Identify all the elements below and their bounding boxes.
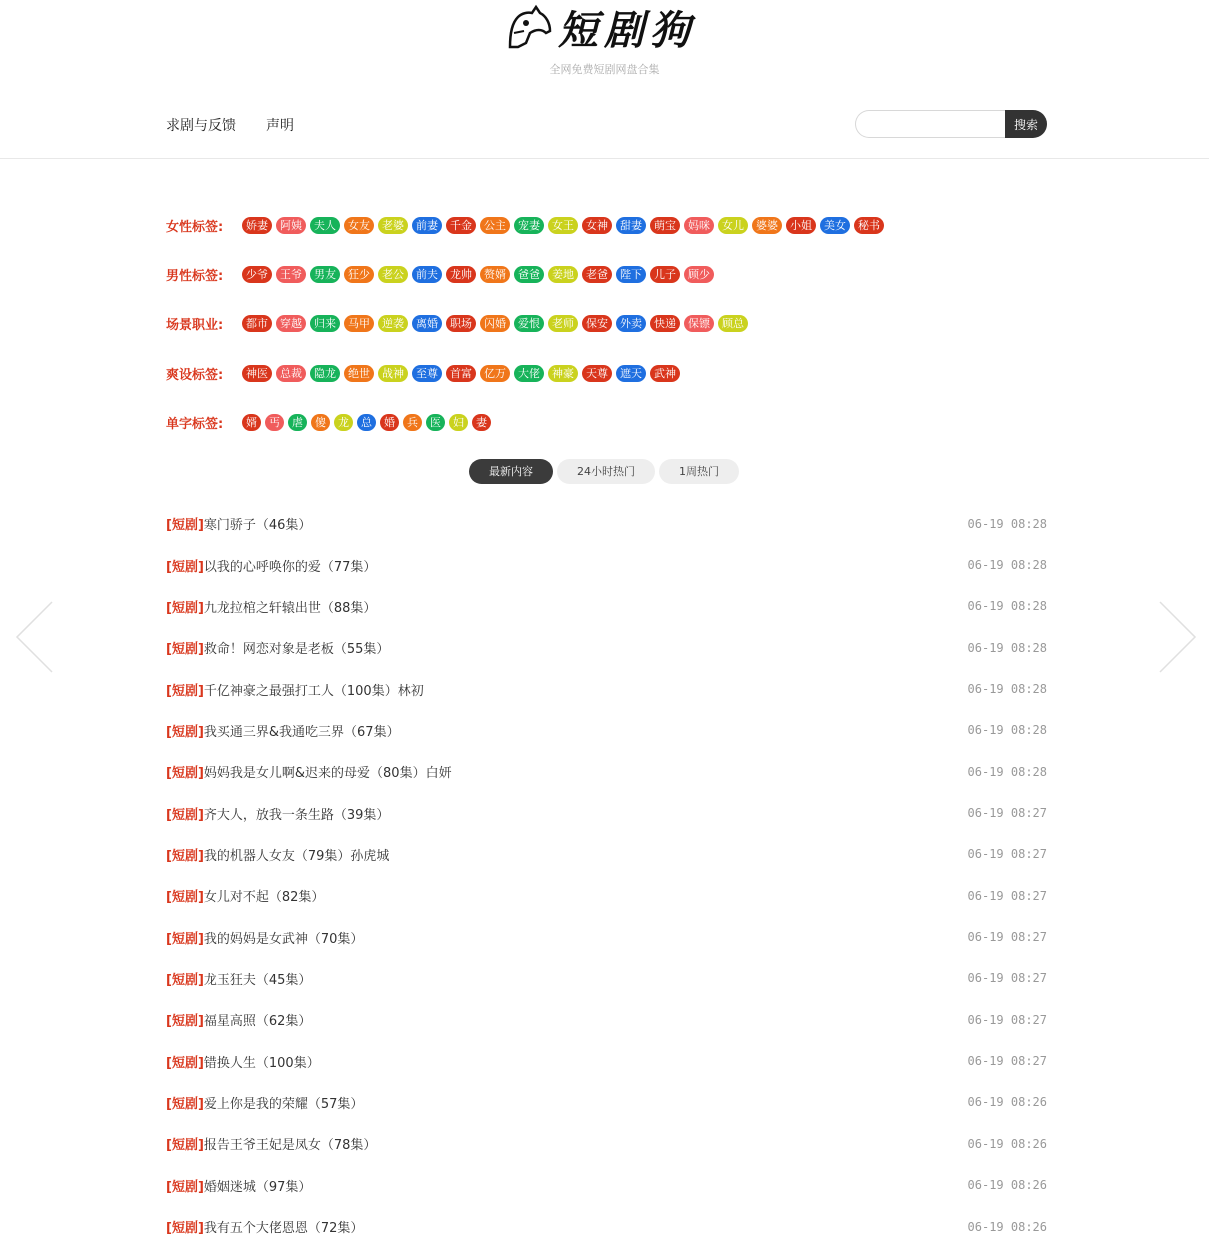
item-title: 寒门骄子（46集） bbox=[203, 518, 312, 534]
item-title-link[interactable] bbox=[166, 1176, 311, 1195]
tag-chip[interactable]: 妇 bbox=[449, 414, 468, 431]
prev-arrow-icon[interactable] bbox=[14, 600, 54, 674]
tag-chip[interactable]: 夫人 bbox=[310, 217, 340, 234]
tag-chip[interactable]: 婆婆 bbox=[752, 217, 782, 234]
tag-chip[interactable]: 顾总 bbox=[718, 315, 748, 332]
tag-chip[interactable]: 亿万 bbox=[480, 365, 510, 382]
tag-chip[interactable]: 秘书 bbox=[854, 217, 884, 234]
item-category-prefix: [短剧] bbox=[166, 807, 204, 823]
tag-chip[interactable]: 穿越 bbox=[276, 315, 306, 332]
item-title-link[interactable] bbox=[166, 845, 389, 864]
tag-group-label: 场景职业: bbox=[166, 318, 224, 333]
tag-chip[interactable]: 宠妻 bbox=[514, 217, 544, 234]
item-category-prefix: [短剧] bbox=[166, 724, 204, 740]
tag-chip[interactable]: 老爸 bbox=[582, 266, 612, 283]
tag-chip[interactable]: 妻 bbox=[472, 414, 491, 431]
tag-chip[interactable]: 前夫 bbox=[412, 266, 442, 283]
item-time: 06-19 08:27 bbox=[967, 847, 1047, 862]
tag-group-label: 女性标签: bbox=[166, 220, 224, 235]
tag-chip[interactable]: 都市 bbox=[242, 315, 272, 332]
tag-chip[interactable]: 天尊 bbox=[582, 365, 612, 382]
list-item bbox=[166, 875, 1047, 916]
item-title: 我买通三界&我通吃三界（67集） bbox=[203, 724, 400, 740]
search-input[interactable] bbox=[855, 110, 1005, 138]
list-item bbox=[166, 503, 1047, 544]
item-category-prefix: [短剧] bbox=[166, 683, 204, 699]
item-category-prefix: [短剧] bbox=[166, 642, 204, 658]
tag-chip[interactable]: 陛下 bbox=[616, 266, 646, 283]
list-item bbox=[166, 1206, 1047, 1242]
item-time: 06-19 08:28 bbox=[967, 723, 1047, 738]
tag-chip[interactable]: 娇妻 bbox=[242, 217, 272, 234]
nav-statement[interactable]: 声明 bbox=[266, 118, 294, 134]
item-title-link[interactable] bbox=[166, 514, 311, 533]
tag-chip[interactable]: 女王 bbox=[548, 217, 578, 234]
item-title: 妈妈我是女儿啊&迟来的母爱（80集）白妍 bbox=[203, 766, 452, 782]
item-time: 06-19 08:28 bbox=[967, 516, 1047, 531]
item-title: 救命！网恋对象是老板（55集） bbox=[203, 642, 390, 658]
tab-week-hot[interactable]: 1周热门 bbox=[659, 459, 739, 484]
tag-chip[interactable]: 小姐 bbox=[786, 217, 816, 234]
item-title-link[interactable] bbox=[166, 680, 424, 699]
item-time: 06-19 08:28 bbox=[967, 682, 1047, 697]
item-category-prefix: [短剧] bbox=[166, 1014, 204, 1030]
item-category-prefix: [短剧] bbox=[166, 890, 204, 906]
item-title-link[interactable] bbox=[166, 886, 324, 905]
item-category-prefix: [短剧] bbox=[166, 972, 204, 988]
item-time: 06-19 08:28 bbox=[967, 640, 1047, 655]
tag-chip[interactable]: 爸爸 bbox=[514, 266, 544, 283]
list-item bbox=[166, 751, 1047, 792]
item-title-link[interactable] bbox=[166, 556, 376, 575]
search-bar bbox=[855, 110, 1047, 138]
item-time: 06-19 08:27 bbox=[967, 1054, 1047, 1069]
item-category-prefix: [短剧] bbox=[166, 559, 204, 575]
tag-chip[interactable]: 遮天 bbox=[616, 365, 646, 382]
tag-group-label: 男性标签: bbox=[166, 269, 224, 284]
item-category-prefix: [短剧] bbox=[166, 1096, 204, 1112]
tab-latest[interactable]: 最新内容 bbox=[469, 459, 553, 484]
item-time: 06-19 08:27 bbox=[967, 971, 1047, 986]
item-time: 06-19 08:27 bbox=[967, 1012, 1047, 1027]
tag-chip[interactable]: 保安 bbox=[582, 315, 612, 332]
item-title-link[interactable] bbox=[166, 1134, 376, 1153]
item-title: 我的机器人女友（79集）孙虎城 bbox=[203, 848, 390, 864]
item-category-prefix: [短剧] bbox=[166, 848, 204, 864]
tag-chip[interactable]: 外卖 bbox=[616, 315, 646, 332]
tag-chip[interactable]: 爱恨 bbox=[514, 315, 544, 332]
tag-chip[interactable]: 老公 bbox=[378, 266, 408, 283]
tag-chip[interactable]: 保镖 bbox=[684, 315, 714, 332]
item-title-link[interactable] bbox=[166, 804, 389, 823]
tag-chip[interactable]: 兵 bbox=[403, 414, 422, 431]
tab-24h-hot[interactable]: 24小时热门 bbox=[557, 459, 655, 484]
list-item bbox=[166, 792, 1047, 833]
tag-chip[interactable]: 婿 bbox=[242, 414, 261, 431]
item-time: 06-19 08:27 bbox=[967, 888, 1047, 903]
next-arrow-icon[interactable] bbox=[1158, 600, 1198, 674]
tag-chip[interactable]: 女神 bbox=[582, 217, 612, 234]
item-title: 以我的心呼唤你的爱（77集） bbox=[203, 559, 377, 575]
tag-chip[interactable]: 老师 bbox=[548, 315, 578, 332]
list-item bbox=[166, 627, 1047, 668]
item-time: 06-19 08:28 bbox=[967, 558, 1047, 573]
item-category-prefix: [短剧] bbox=[166, 766, 204, 782]
list-item bbox=[166, 999, 1047, 1040]
tag-chip[interactable]: 快递 bbox=[650, 315, 680, 332]
tag-chip[interactable]: 龙帅 bbox=[446, 266, 476, 283]
tag-chip[interactable]: 男友 bbox=[310, 266, 340, 283]
tag-chip[interactable]: 首富 bbox=[446, 365, 476, 382]
item-title-link[interactable] bbox=[166, 721, 400, 740]
tag-chip[interactable]: 马甲 bbox=[344, 315, 374, 332]
tag-chip[interactable]: 神医 bbox=[242, 365, 272, 382]
tag-chip[interactable]: 战神 bbox=[378, 365, 408, 382]
tag-chip[interactable]: 千金 bbox=[446, 217, 476, 234]
tag-row bbox=[166, 413, 495, 432]
item-time: 06-19 08:28 bbox=[967, 599, 1047, 614]
item-title: 报告王爷王妃是凤女（78集） bbox=[203, 1138, 377, 1154]
tag-group-label: 单字标签: bbox=[166, 417, 224, 432]
item-category-prefix: [短剧] bbox=[166, 1055, 204, 1071]
list-item bbox=[166, 1040, 1047, 1081]
item-time: 06-19 08:28 bbox=[967, 764, 1047, 779]
item-title: 龙玉狂夫（45集） bbox=[203, 972, 312, 988]
item-title-link[interactable] bbox=[166, 1010, 311, 1029]
list-item bbox=[166, 668, 1047, 709]
item-time: 06-19 08:26 bbox=[967, 1095, 1047, 1110]
item-title-link[interactable] bbox=[166, 1052, 320, 1071]
tag-row bbox=[166, 216, 888, 235]
drama-list bbox=[166, 503, 1047, 1242]
list-item bbox=[166, 1165, 1047, 1206]
item-category-prefix: [短剧] bbox=[166, 1179, 204, 1195]
dog-logo-icon bbox=[506, 3, 554, 51]
item-title-link[interactable] bbox=[166, 969, 311, 988]
item-title-link[interactable] bbox=[166, 597, 376, 616]
item-title: 福星高照（62集） bbox=[203, 1014, 312, 1030]
tag-group-label: 爽设标签: bbox=[166, 368, 224, 383]
tag-chip[interactable]: 女儿 bbox=[718, 217, 748, 234]
tag-chip[interactable]: 虐 bbox=[288, 414, 307, 431]
tag-chip[interactable]: 神豪 bbox=[548, 365, 578, 382]
item-title-link[interactable] bbox=[166, 638, 389, 657]
tag-chip[interactable]: 狂少 bbox=[344, 266, 374, 283]
tag-chip[interactable]: 武神 bbox=[650, 365, 680, 382]
tag-chip[interactable]: 归来 bbox=[310, 315, 340, 332]
item-title: 爱上你是我的荣耀（57集） bbox=[203, 1096, 364, 1112]
tag-chip[interactable]: 顾少 bbox=[684, 266, 714, 283]
item-title: 女儿对不起（82集） bbox=[203, 890, 325, 906]
tag-chip[interactable]: 大佬 bbox=[514, 365, 544, 382]
tag-chip[interactable]: 职场 bbox=[446, 315, 476, 332]
tag-chip[interactable]: 总裁 bbox=[276, 365, 306, 382]
item-title-link[interactable] bbox=[166, 762, 452, 781]
item-title: 齐大人，放我一条生路（39集） bbox=[203, 807, 390, 823]
tag-chip[interactable]: 前妻 bbox=[412, 217, 442, 234]
list-item bbox=[166, 544, 1047, 585]
tag-chip[interactable]: 美女 bbox=[820, 217, 850, 234]
item-title: 千亿神豪之最强打工人（100集）林初 bbox=[203, 683, 424, 699]
item-title: 错换人生（100集） bbox=[203, 1055, 320, 1071]
tag-chip[interactable]: 王爷 bbox=[276, 266, 306, 283]
item-time: 06-19 08:27 bbox=[967, 930, 1047, 945]
item-title: 婚姻迷城（97集） bbox=[203, 1179, 312, 1195]
item-time: 06-19 08:27 bbox=[967, 806, 1047, 821]
list-item bbox=[166, 1082, 1047, 1123]
tag-chip[interactable]: 婚 bbox=[380, 414, 399, 431]
tag-chip[interactable]: 阿姨 bbox=[276, 217, 306, 234]
tag-chip[interactable]: 逆袭 bbox=[378, 315, 408, 332]
search-button[interactable]: 搜索 bbox=[1005, 110, 1047, 138]
site-logo[interactable] bbox=[506, 2, 710, 52]
item-title-link[interactable] bbox=[166, 1093, 363, 1112]
logo-text: 短剧狗 bbox=[558, 6, 696, 54]
item-category-prefix: [短剧] bbox=[166, 1221, 204, 1237]
tag-chip[interactable]: 萌宝 bbox=[650, 217, 680, 234]
tag-chip[interactable]: 傻 bbox=[311, 414, 330, 431]
item-time: 06-19 08:26 bbox=[967, 1219, 1047, 1234]
item-category-prefix: [短剧] bbox=[166, 518, 204, 534]
tag-chip[interactable]: 闪婚 bbox=[480, 315, 510, 332]
item-title: 我有五个大佬恩恩（72集） bbox=[203, 1221, 364, 1237]
tag-chip[interactable]: 至尊 bbox=[412, 365, 442, 382]
tag-chip[interactable]: 姜地 bbox=[548, 266, 578, 283]
tag-chip[interactable]: 儿子 bbox=[650, 266, 680, 283]
item-time: 06-19 08:26 bbox=[967, 1178, 1047, 1193]
nav-request-feedback[interactable]: 求剧与反馈 bbox=[166, 118, 236, 134]
list-item bbox=[166, 586, 1047, 627]
site-header bbox=[0, 0, 1209, 159]
tag-chip[interactable]: 龙 bbox=[334, 414, 353, 431]
tag-chip[interactable]: 公主 bbox=[480, 217, 510, 234]
tag-chip[interactable]: 隐龙 bbox=[310, 365, 340, 382]
tag-chip[interactable]: 离婚 bbox=[412, 315, 442, 332]
item-time: 06-19 08:26 bbox=[967, 1136, 1047, 1151]
tag-chip[interactable]: 妈咪 bbox=[684, 217, 714, 234]
tag-chip[interactable]: 赘婿 bbox=[480, 266, 510, 283]
tag-chip[interactable]: 医 bbox=[426, 414, 445, 431]
list-item bbox=[166, 834, 1047, 875]
content-tabs bbox=[469, 459, 743, 484]
list-item bbox=[166, 958, 1047, 999]
tag-chip[interactable]: 绝世 bbox=[344, 365, 374, 382]
tag-chip[interactable]: 少爷 bbox=[242, 266, 272, 283]
tag-row bbox=[166, 314, 752, 333]
item-title: 九龙拉棺之轩辕出世（88集） bbox=[203, 600, 377, 616]
list-item bbox=[166, 710, 1047, 751]
list-item bbox=[166, 916, 1047, 957]
item-category-prefix: [短剧] bbox=[166, 931, 204, 947]
item-title: 我的妈妈是女武神（70集） bbox=[203, 931, 364, 947]
item-title-link[interactable] bbox=[166, 928, 363, 947]
main-nav bbox=[166, 115, 324, 135]
tag-chip[interactable]: 女友 bbox=[344, 217, 374, 234]
item-title-link[interactable] bbox=[166, 1217, 363, 1236]
list-item bbox=[166, 1123, 1047, 1164]
item-category-prefix: [短剧] bbox=[166, 600, 204, 616]
tag-chip[interactable]: 丐 bbox=[265, 414, 284, 431]
site-subtitle: 全网免费短剧网盘合集 bbox=[549, 63, 660, 76]
tag-chip[interactable]: 甜妻 bbox=[616, 217, 646, 234]
tag-row bbox=[166, 364, 684, 383]
tag-row bbox=[166, 265, 718, 284]
item-category-prefix: [短剧] bbox=[166, 1138, 204, 1154]
tag-chip[interactable]: 老婆 bbox=[378, 217, 408, 234]
tag-chip[interactable]: 总 bbox=[357, 414, 376, 431]
